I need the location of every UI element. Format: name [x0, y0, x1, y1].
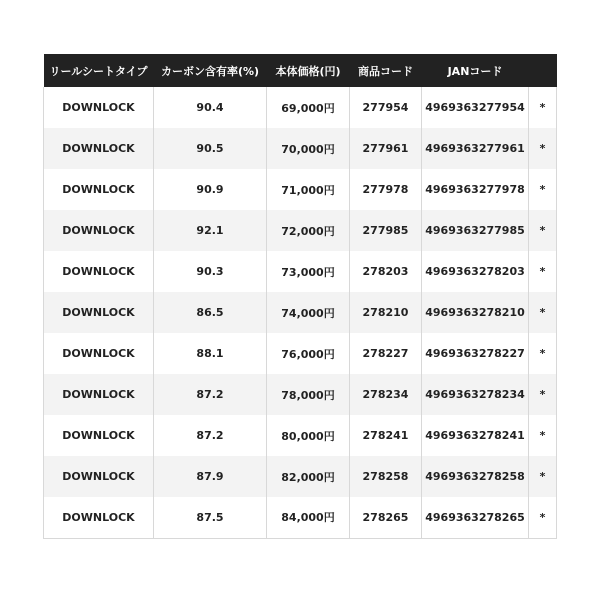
- cell-product-code: 278227: [350, 333, 422, 374]
- cell-note: *: [529, 169, 557, 210]
- table-row: [44, 128, 557, 169]
- cell-jan-code: 4969363278258: [422, 456, 529, 497]
- cell-reel-seat-type: DOWNLOCK: [44, 292, 154, 333]
- cell-reel-seat-type: DOWNLOCK: [44, 374, 154, 415]
- cell-jan-code: 4969363278241: [422, 415, 529, 456]
- cell-note: *: [529, 497, 557, 538]
- cell-jan-code: 4969363278227: [422, 333, 529, 374]
- cell-note: *: [529, 210, 557, 251]
- cell-product-code: 277954: [350, 87, 422, 128]
- cell-note: *: [529, 87, 557, 128]
- cell-carbon-content: 90.3: [154, 251, 267, 292]
- header-note: [529, 54, 557, 87]
- cell-carbon-content: 87.2: [154, 415, 267, 456]
- cell-carbon-content: 90.4: [154, 87, 267, 128]
- cell-note: *: [529, 292, 557, 333]
- cell-product-code: 278265: [350, 497, 422, 538]
- header-jan-code: JANコード: [447, 64, 503, 78]
- cell-note: *: [529, 415, 557, 456]
- cell-jan-code: 4969363277978: [422, 169, 529, 210]
- cell-product-code: 278258: [350, 456, 422, 497]
- cell-jan-code: 4969363277961: [422, 128, 529, 169]
- cell-note: *: [529, 374, 557, 415]
- cell-carbon-content: 92.1: [154, 210, 267, 251]
- cell-note: *: [529, 456, 557, 497]
- cell-jan-code: 4969363278210: [422, 292, 529, 333]
- cell-price: 73,000円: [267, 251, 350, 292]
- table-header: [44, 54, 557, 87]
- cell-product-code: 278234: [350, 374, 422, 415]
- cell-product-code: 277985: [350, 210, 422, 251]
- cell-jan-code: 4969363278234: [422, 374, 529, 415]
- table-row: [44, 210, 557, 251]
- cell-price: 69,000円: [267, 87, 350, 128]
- cell-reel-seat-type: DOWNLOCK: [44, 497, 154, 538]
- cell-price: 78,000円: [267, 374, 350, 415]
- cell-reel-seat-type: DOWNLOCK: [44, 169, 154, 210]
- cell-reel-seat-type: DOWNLOCK: [44, 210, 154, 251]
- spec-table: [43, 54, 557, 539]
- cell-carbon-content: 87.9: [154, 456, 267, 497]
- header-carbon-content: カーボン含有率(%): [160, 64, 260, 78]
- cell-price: 70,000円: [267, 128, 350, 169]
- table-body: [44, 87, 557, 538]
- cell-price: 71,000円: [267, 169, 350, 210]
- cell-carbon-content: 88.1: [154, 333, 267, 374]
- header-reel-seat-type: リールシートタイプ: [49, 64, 148, 78]
- cell-reel-seat-type: DOWNLOCK: [44, 333, 154, 374]
- cell-note: *: [529, 251, 557, 292]
- header-price: 本体価格(円): [275, 64, 341, 78]
- cell-jan-code: 4969363277985: [422, 210, 529, 251]
- cell-reel-seat-type: DOWNLOCK: [44, 456, 154, 497]
- cell-product-code: 278210: [350, 292, 422, 333]
- cell-product-code: 278203: [350, 251, 422, 292]
- cell-carbon-content: 86.5: [154, 292, 267, 333]
- cell-carbon-content: 90.9: [154, 169, 267, 210]
- cell-price: 76,000円: [267, 333, 350, 374]
- cell-reel-seat-type: DOWNLOCK: [44, 87, 154, 128]
- table-row: [44, 374, 557, 415]
- cell-price: 82,000円: [267, 456, 350, 497]
- table-row: [44, 333, 557, 374]
- header-row: [44, 54, 557, 87]
- cell-price: 72,000円: [267, 210, 350, 251]
- cell-product-code: 278241: [350, 415, 422, 456]
- table-row: [44, 415, 557, 456]
- cell-reel-seat-type: DOWNLOCK: [44, 128, 154, 169]
- cell-price: 84,000円: [267, 497, 350, 538]
- table-row: [44, 497, 557, 538]
- table-row: [44, 87, 557, 128]
- cell-note: *: [529, 333, 557, 374]
- cell-product-code: 277978: [350, 169, 422, 210]
- table-row: [44, 251, 557, 292]
- cell-product-code: 277961: [350, 128, 422, 169]
- cell-reel-seat-type: DOWNLOCK: [44, 251, 154, 292]
- cell-jan-code: 4969363278203: [422, 251, 529, 292]
- cell-jan-code: 4969363277954: [422, 87, 529, 128]
- cell-carbon-content: 87.5: [154, 497, 267, 538]
- cell-price: 80,000円: [267, 415, 350, 456]
- header-product-code: 商品コード: [358, 64, 413, 78]
- cell-carbon-content: 90.5: [154, 128, 267, 169]
- table-row: [44, 292, 557, 333]
- table-row: [44, 169, 557, 210]
- cell-jan-code: 4969363278265: [422, 497, 529, 538]
- cell-reel-seat-type: DOWNLOCK: [44, 415, 154, 456]
- cell-carbon-content: 87.2: [154, 374, 267, 415]
- table-row: [44, 456, 557, 497]
- cell-price: 74,000円: [267, 292, 350, 333]
- cell-note: *: [529, 128, 557, 169]
